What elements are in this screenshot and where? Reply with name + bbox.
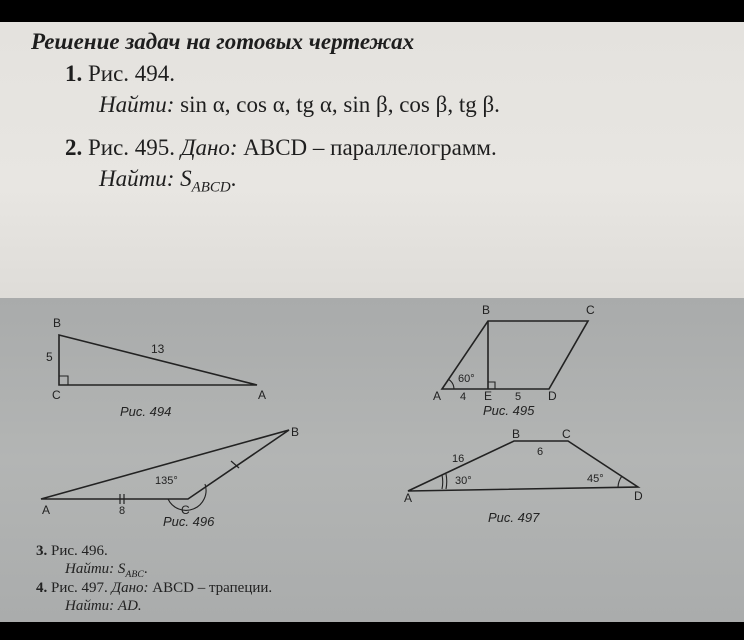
task-3-figure: Рис. 496. — [51, 543, 108, 559]
fig-497-vertex-c: C — [562, 427, 571, 441]
task-3-line-1 — [36, 543, 108, 560]
fig-495-vertex-b: B — [482, 303, 491, 317]
task-1-number: 1. — [65, 61, 83, 86]
fig-496-angle: 135° — [155, 475, 178, 487]
task-4-find-label: Найти: — [65, 598, 115, 614]
task-2-number: 2. — [65, 135, 83, 160]
fig-497-vertex-b: B — [512, 427, 521, 441]
fig-496-triangle — [41, 430, 289, 499]
fig-495-right-angle-mark — [488, 382, 495, 389]
fig-497-angle-d-arc — [618, 476, 622, 487]
fig-494-caption: Рис. 494 — [120, 404, 172, 419]
fig-495-angle: 60° — [458, 373, 475, 385]
fig-496-caption: Рис. 496 — [163, 514, 215, 529]
fig-496-vertex-a: A — [42, 503, 51, 517]
fig-497-angle-a: 30° — [455, 475, 472, 487]
task-3-area-symbol: S — [117, 561, 126, 577]
fig-494-side-cb: 5 — [46, 350, 53, 364]
task-1-find-values: sin α, cos α, tg α, sin β, cos β, tg β. — [174, 92, 500, 117]
fig-497-side-bc: 6 — [537, 446, 544, 458]
task-4-figure: Рис. 497. — [51, 580, 108, 596]
task-2-figure: Рис. 495. — [88, 135, 176, 160]
fig-494-side-ab: 13 — [151, 342, 165, 356]
task-3-number: 3. — [36, 543, 48, 559]
fig-497-caption: Рис. 497 — [488, 510, 540, 525]
task-4-given-text: ABCD – трапеции. — [148, 580, 273, 596]
task-1-find-label: Найти: — [99, 92, 175, 117]
task-2-given-text: ABCD – параллелограмм. — [237, 135, 497, 160]
task-2-line-1 — [65, 135, 497, 161]
fig-495-vertex-a: A — [433, 389, 442, 403]
task-3-period: . — [143, 561, 148, 577]
fig-494-right-angle-mark — [59, 376, 68, 385]
fig-497-angle-d: 45° — [587, 473, 604, 485]
task-1-line-2 — [99, 92, 500, 118]
task-2-find-label: Найти: — [99, 166, 175, 191]
fig-497-side-ab: 16 — [452, 453, 465, 465]
task-3-area-subscript: ABC — [125, 569, 144, 580]
task-4-find-text: AD. — [114, 598, 142, 614]
fig-496-vertex-b: B — [291, 425, 300, 439]
section-heading: Решение задач на готовых чертежах — [31, 29, 415, 54]
task-2-period: . — [230, 166, 237, 191]
fig-495-caption: Рис. 495 — [483, 403, 535, 418]
fig-494-vertex-b: B — [53, 316, 62, 330]
fig-497-angle-a-arc-2 — [446, 474, 447, 489]
page-bottom — [0, 298, 744, 622]
task-2-line-2 — [99, 166, 236, 197]
fig-495-segment-ed: 5 — [515, 391, 522, 403]
task-3-line-2 — [65, 561, 148, 580]
fig-495-vertex-e: E — [484, 389, 493, 403]
fig-495-vertex-d: D — [548, 389, 557, 403]
fig-496-vertex-c: C — [181, 503, 190, 517]
task-3-find-label: Найти: — [65, 561, 115, 577]
task-2-area-symbol: S — [180, 166, 192, 191]
task-1-figure: Рис. 494. — [88, 61, 176, 86]
task-4-line-2 — [65, 598, 142, 615]
fig-494-vertex-a: A — [258, 388, 267, 402]
fig-495-segment-ae: 4 — [460, 391, 467, 403]
fig-497-vertex-a: A — [404, 491, 413, 505]
page-top — [0, 22, 744, 298]
task-2-given-label: Дано: — [180, 135, 238, 160]
fig-496-side-ac: 8 — [119, 505, 126, 517]
fig-494-vertex-c: C — [52, 388, 61, 402]
task-4-given-label: Дано: — [111, 580, 149, 596]
fig-495-vertex-c: C — [586, 303, 595, 317]
fig-497-angle-a-arc — [442, 475, 443, 489]
task-1-line-1 — [65, 61, 175, 87]
task-4-line-1 — [36, 580, 272, 597]
fig-497-vertex-d: D — [634, 489, 643, 503]
task-2-area-subscript: ABCD — [191, 179, 231, 196]
task-4-number: 4. — [36, 580, 48, 596]
fig-495-angle-arc — [448, 379, 454, 389]
